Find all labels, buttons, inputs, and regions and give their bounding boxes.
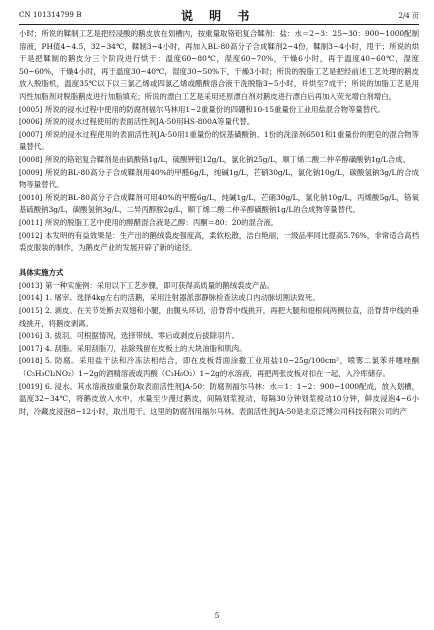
paragraph-number: [0015] — [19, 307, 43, 316]
paragraph-0015 — [19, 305, 419, 330]
paragraph-number: [0013] — [19, 281, 43, 290]
paragraph-number: [0014] — [19, 294, 43, 303]
paragraph-0012 — [19, 230, 419, 255]
header-rule — [19, 24, 419, 25]
page-number: 5 — [214, 611, 220, 620]
document-body — [19, 28, 419, 418]
blank-line — [19, 255, 419, 268]
paragraph-0018 — [19, 355, 419, 380]
paragraph-number: [0006] — [19, 118, 43, 127]
paragraph-text: 1. 屠宰。选择4kg左右的活鹅，采用注射器派部静脉检查法或口内动脉切割法致死。 — [45, 293, 320, 303]
paragraph-number: [0007] — [19, 130, 43, 139]
paragraph-0008 — [19, 154, 419, 167]
publication-number: CN 101314799 B — [19, 11, 82, 19]
paragraph-number: [0011] — [19, 218, 43, 227]
paragraph-number: [0009] — [19, 168, 43, 177]
paragraph-text: 所说的铬铝复合鞣剂是由硫酸铬1g/L，硫酸钾铝12g/L，氯化钠25g/L，顺丁烯二酸二仲辛醇磺酸钠1g/L合成。 — [45, 154, 410, 164]
intro-paragraph: 小时；所说的鞣制工艺是把经浸酸的鹅皮放在划槽内，按重量取铬铝复合鞣剂：盐：水＝2~3：25~30：900~1000配制溶液，PH值4~4.5，32~34℃，鞣制3~4小时，再加入BL-80高分子合成鞣剂2~4份，鞣制3~4小时，甩干；所说的烘干是把鞣制的鹅皮分三个阶段进行烘干：温度60~80℃，湿度60~70%，干燥6小时，再于温度40~60℃，湿度50~60%，干燥4小时，再于温度30~40℃，湿度30~50%下，干燥3小时；所说的脱脂工艺是把经前述工艺处理的鹅皮放入脱脂机，温度35℃以下以三氯乙烯或四氯乙烯或醋酸溶合液干洗脱脂3~5小时，并烘至7成干；所说的加脂工艺是用丙性加脂剂对脱脂鹅皮进行加脂填充；所说的漂白工艺是采用还原漂白剂对鹅皮进行漂白后再加入荧光增白剂增白。 — [19, 29, 419, 101]
paragraph-number: [0012] — [19, 231, 43, 240]
paragraph-0016 — [19, 330, 419, 343]
paragraph-0005 — [19, 104, 419, 117]
paragraph-0019 — [19, 381, 419, 419]
paragraph-text: 4. 刮脂。采用刮脂刀，祛除残留在皮板上的大块油脂和肌肉。 — [45, 343, 247, 353]
paragraph-0009 — [19, 167, 419, 192]
paragraph-0006 — [19, 116, 419, 129]
paragraph-text: 6. 浸水。其水溶液按重量份取表面活性剂JA-50：防腐剂福尔马林：水＝1：1~2：900~1000配成，放入划槽，温度32~34℃，将鹅皮放入水中，水量至少漫过鹅皮，间隔划浆搅动，每隔30分钟划浆搅动10分钟，鲜皮浸泡4~6小时，冷藏皮浸泡8~12小时，取出甩干。这里的防腐剂用福尔马林。表面活性剂JA-50是北京泛博公司科技有限公司的产 — [19, 381, 419, 416]
paragraph-text: 所说的浸水过程使用的表面活性剂JA-50用1重量份的烷基磺酸钠、1份的洗涤剂6501和1重量份的肥皂的混合物等量替代。 — [19, 129, 419, 152]
paragraph-text: 2. 剥皮。在关节处断去双翅和小腿，由腹头环切，沿脊背中线挑开，再把大腿和翅根间两侧拉直，沿脊背中线的垂线挑开，将鹅皮剥离。 — [19, 306, 419, 328]
document-title: 说 明 书 — [181, 9, 256, 23]
paragraph-number: [0005] — [19, 105, 43, 114]
paragraph-text: 所说的BL-80高分子合成鞣剂可用40%的甲醛6g/L，纯碱1g/L，芒硝30g/L，氯化钠10g/L，丙烯酸5g/L，铬氧基硫酸钠3g/L，碳酸氢钠3g/L，二异丙醇胺2g/L，顺丁烯二酸二仲辛醇磺酸钠1g/L的合成物等量替代。 — [19, 192, 419, 215]
paragraph-number: [0010] — [19, 193, 43, 202]
paragraph-text: 本发明的有益效果是：生产出的鹅绒裘皮强度高，柔软松散，洁白艳丽，一级品率同比提高5.76%，非常适合高档裘皮服装的制作，为鹅皮产业的发展开辟了新的途径。 — [19, 230, 419, 253]
paragraph-0010 — [19, 192, 419, 217]
paragraph-text: 3. 拔羽。可根据情况，选择带绒、零后或剥皮后拔除羽片。 — [45, 331, 240, 341]
paragraph-text: 5. 防腐。采用盐干法和冷冻法相结合，即在皮板背面涂撒工业用盐10~25g/100cm²，喷雾二氯苯并噻唑酮（C₅H₃Cl₂NO₂）1~2g的酒精溶液或丙酸（C₃H₆O₂）1~2g的水溶液，再把两张皮板对扣在一起，入冷库储存。 — [19, 356, 419, 379]
paragraph-text: 所说的浸水过程中使用的防腐剂福尔马林用1~2重量份的四硼和10-15重量份工业用盐混合物等量替代。 — [45, 104, 385, 114]
paragraph-0011 — [19, 217, 419, 230]
paragraph-0013 — [19, 280, 419, 293]
paragraph-number: [0016] — [19, 332, 43, 341]
paragraph-0007 — [19, 129, 419, 154]
paragraph-number: [0019] — [19, 382, 43, 391]
paragraph-list — [19, 104, 419, 255]
paragraph-text: 所说的BL-80高分子合成鞣剂用40%的甲醛6g/L，纯碱1g/L，芒硝30g/L，氯化钠10g/L，碳酸氢钠3g/L的合成物等量替代。 — [19, 167, 419, 190]
embodiment-list — [19, 280, 419, 419]
paragraph-0017 — [19, 343, 419, 356]
paragraph-number: [0017] — [19, 344, 43, 353]
paragraph-number: [0008] — [19, 155, 43, 164]
section-heading: 具体实施方式 — [19, 268, 64, 278]
page-count: 2/4 页 — [398, 12, 419, 20]
paragraph-number: [0018] — [19, 357, 43, 366]
page-header — [19, 6, 419, 22]
paragraph-text: 第一种实施例：采用以下工艺步骤，即可获得高质量的鹅绒裘皮产品。 — [45, 280, 275, 290]
paragraph-text: 所说的脱脂工艺中使用的醇醋混合液是乙醇：丙酮＝80：20的混合液。 — [45, 217, 279, 227]
paragraph-0014 — [19, 292, 419, 305]
paragraph-text: 所说的浸水过程使用的表面活性剂JA-50用HS-800A等量代替。 — [45, 117, 255, 127]
